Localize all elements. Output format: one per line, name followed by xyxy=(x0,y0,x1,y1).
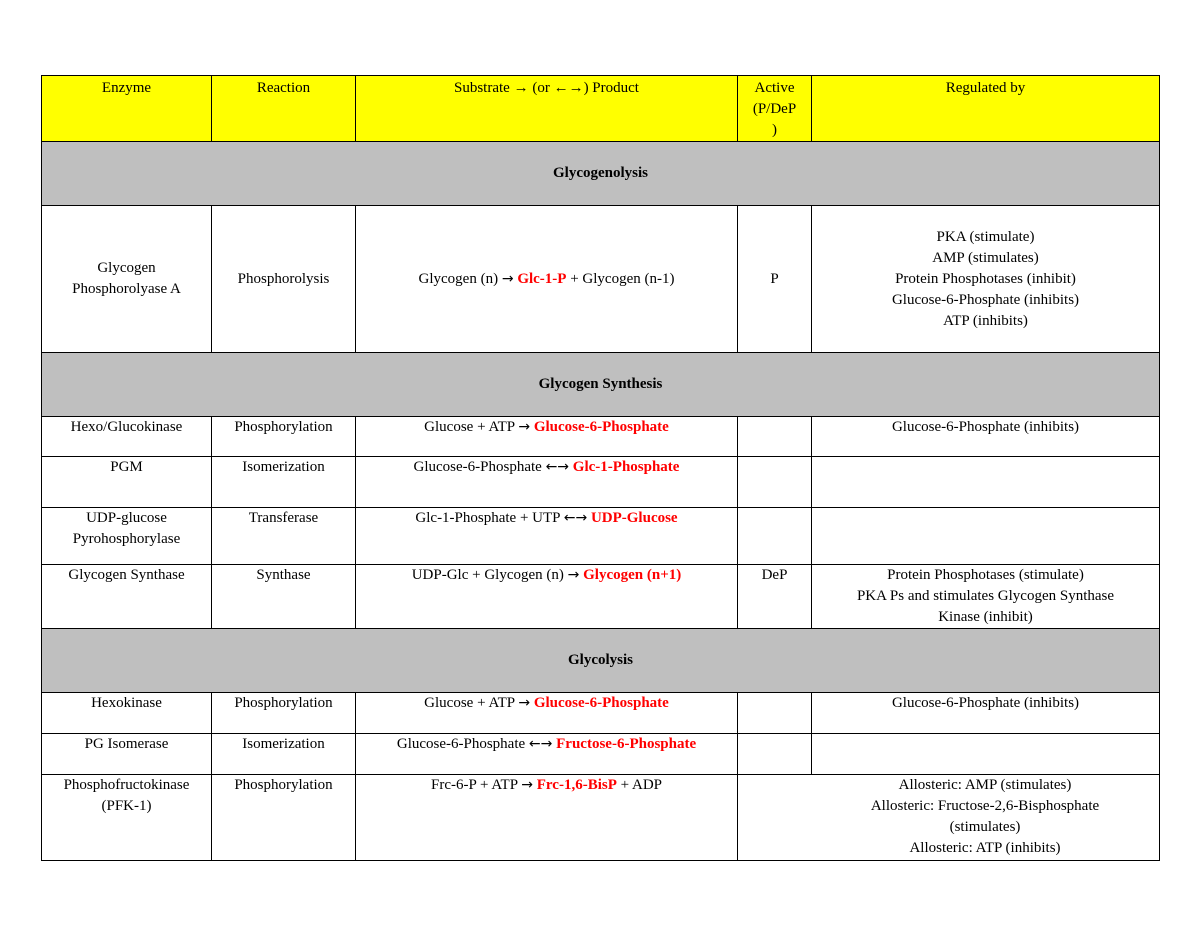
substrate-product-cell: Frc-6-P + ATP → Frc-1,6-BisP + ADP xyxy=(356,775,738,861)
regulated-by-cell: Allosteric: AMP (stimulates) Allosteric: Fructose-2,6-Bisphosphate (stimulates) Allosteric: ATP (inhibits) xyxy=(738,775,1160,861)
regulated-by-cell: Protein Phosphotases (stimulate) PKA Ps and stimulates Glycogen Synthase Kinase (inhibit) xyxy=(812,565,1160,629)
header-regulated-by: Regulated by xyxy=(812,76,1160,142)
regulated-by-cell xyxy=(812,457,1160,508)
substrate-product-cell: UDP-Glc + Glycogen (n) → Glycogen (n+1) xyxy=(356,565,738,629)
double-arrow-icon: ←→ xyxy=(545,459,570,475)
enzyme-cell: Phosphofructokinase (PFK-1) xyxy=(42,775,212,861)
arrow-icon: → xyxy=(518,419,531,435)
regulated-by-cell: Glucose-6-Phosphate (inhibits) xyxy=(812,417,1160,457)
enzyme-cell: UDP-glucose Pyrohosphorylase xyxy=(42,508,212,565)
enzyme-cell: PG Isomerase xyxy=(42,734,212,775)
arrow-icon: → xyxy=(521,777,533,793)
reaction-cell: Synthase xyxy=(212,565,356,629)
active-cell xyxy=(738,457,812,508)
section-row-glycogenolysis xyxy=(42,142,1160,206)
reaction-cell: Phosphorylation xyxy=(212,693,356,734)
table-row xyxy=(42,206,1160,353)
table-row xyxy=(42,734,1160,775)
header-active: Active (P/DeP ) xyxy=(738,76,812,142)
active-cell xyxy=(738,508,812,565)
regulated-by-cell: PKA (stimulate) AMP (stimulates) Protein Phosphotases (inhibit) Glucose-6-Phosphate (inhibits) ATP (inhibits) xyxy=(812,206,1160,353)
active-cell xyxy=(738,734,812,775)
table-row xyxy=(42,565,1160,629)
double-arrow-icon: ←→ xyxy=(528,736,553,752)
active-cell xyxy=(738,693,812,734)
enzyme-cell: Glycogen Synthase xyxy=(42,565,212,629)
regulated-by-cell: Glucose-6-Phosphate (inhibits) xyxy=(812,693,1160,734)
arrow-icon: → xyxy=(567,567,580,583)
reaction-cell: Isomerization xyxy=(212,734,356,775)
substrate-product-cell: Glycogen (n) → Glc-1-P + Glycogen (n-1) xyxy=(356,206,738,353)
regulated-by-cell xyxy=(812,734,1160,775)
substrate-product-cell: Glc-1-Phosphate + UTP ←→ UDP-Glucose xyxy=(356,508,738,565)
enzyme-table xyxy=(41,75,1160,861)
header-substrate-product: Substrate → (or ←→) Product xyxy=(356,76,738,142)
substrate-product-cell: Glucose + ATP → Glucose-6-Phosphate xyxy=(356,417,738,457)
substrate-product-cell: Glucose + ATP → Glucose-6-Phosphate xyxy=(356,693,738,734)
reaction-cell: Phosphorolysis xyxy=(212,206,356,353)
substrate-product-cell: Glucose-6-Phosphate ←→ Fructose-6-Phosphate xyxy=(356,734,738,775)
reaction-cell: Isomerization xyxy=(212,457,356,508)
enzyme-cell: Glycogen Phosphorolyase A xyxy=(42,206,212,353)
header-enzyme: Enzyme xyxy=(42,76,212,142)
reaction-cell: Phosphorylation xyxy=(212,775,356,861)
active-cell xyxy=(738,417,812,457)
regulated-by-cell xyxy=(812,508,1160,565)
section-title: Glycolysis xyxy=(42,629,1160,693)
active-cell: P xyxy=(738,206,812,353)
reaction-cell: Phosphorylation xyxy=(212,417,356,457)
header-row xyxy=(42,76,1160,142)
table-row xyxy=(42,508,1160,565)
section-title: Glycogen Synthesis xyxy=(42,353,1160,417)
enzyme-cell: Hexo/Glucokinase xyxy=(42,417,212,457)
enzyme-cell: PGM xyxy=(42,457,212,508)
table-row xyxy=(42,693,1160,734)
table-row xyxy=(42,417,1160,457)
header-reaction: Reaction xyxy=(212,76,356,142)
reaction-cell: Transferase xyxy=(212,508,356,565)
double-arrow-icon: ←→ xyxy=(563,510,588,526)
section-title: Glycogenolysis xyxy=(42,142,1160,206)
arrow-icon: → xyxy=(501,270,514,287)
enzyme-cell: Hexokinase xyxy=(42,693,212,734)
active-cell: DeP xyxy=(738,565,812,629)
substrate-product-cell: Glucose-6-Phosphate ←→ Glc-1-Phosphate xyxy=(356,457,738,508)
table-row xyxy=(42,775,1160,861)
section-row-glycolysis xyxy=(42,629,1160,693)
section-row-glycogen-synthesis xyxy=(42,353,1160,417)
table-row xyxy=(42,457,1160,508)
arrow-icon: → xyxy=(518,695,531,711)
